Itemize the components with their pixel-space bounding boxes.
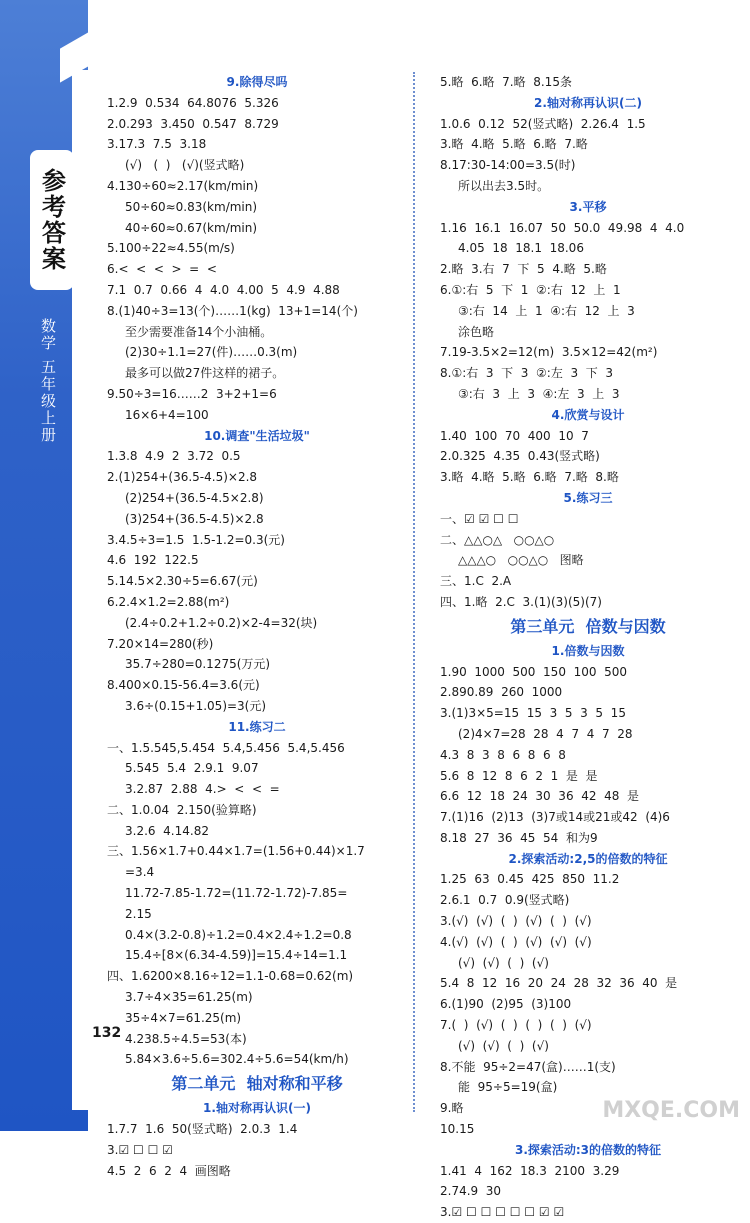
answer-line: 3.(1)3×5=15 15 3 5 3 5 15 (440, 706, 626, 721)
answer-line: 9.略 (440, 1101, 464, 1116)
answer-line: 1.7.7 1.6 50(竖式略) 2.0.3 1.4 (107, 1122, 298, 1137)
answer-line: 4.05 18 18.1 18.06 (458, 241, 584, 256)
answer-line: (2)4×7=28 28 4 7 4 7 28 (458, 726, 633, 741)
subject-label: 数学 五年级上册 (39, 318, 57, 444)
checkbox-answer-line: 3.☑ ☐ ☐ ☑ (107, 1142, 173, 1157)
left-column (107, 72, 407, 1181)
answer-line: 5.84×3.6÷5.6=302.4÷5.6=54(km/h) (125, 1052, 349, 1067)
answer-line: (√) ( ) (√)(竖式略) (125, 158, 245, 173)
answer-line: 3.17.3 7.5 3.18 (107, 137, 207, 152)
answer-line: 6.< < < > = < (107, 262, 217, 277)
section-heading: 3.探索活动:3的倍数的特征 (514, 1142, 662, 1157)
answer-line: 7.20×14=280(秒) (107, 636, 214, 651)
answer-line: (3)254+(36.5-4.5)×2.8 (125, 511, 264, 526)
answer-line: =3.4 (125, 865, 155, 880)
answer-line: 3.6÷(0.15+1.05)=3(元) (125, 698, 267, 713)
answer-line: 15.4÷[8×(6.34-4.59)]=15.4÷14=1.1 (125, 948, 348, 963)
answer-line: 能 95÷5=19(盒) (458, 1080, 558, 1095)
answer-line: (2)30÷1.1=27(件)……0.3(m) (125, 345, 298, 360)
answer-line: 2.6.1 0.7 0.9(竖式略) (440, 893, 570, 908)
answer-line: 2.890.89 260 1000 (440, 685, 563, 700)
answer-line: 8.①:右 3 下 3 ②:左 3 下 3 (440, 366, 613, 381)
answer-line: 7.1 0.7 0.66 4 4.0 4.00 5 4.9 4.88 (107, 282, 340, 297)
answer-line: 8.不能 95÷2=47(盒)……1(支) (440, 1059, 616, 1074)
section-heading: 5.练习三 (563, 490, 613, 505)
answer-line: ③:右 14 上 1 ④:右 12 上 3 (458, 303, 635, 318)
answer-line: (√) (√) ( ) (√) (458, 1038, 549, 1053)
answer-line: 2.略 3.右 7 下 5 4.略 5.略 (440, 262, 607, 277)
answer-line: 至少需要准备14个小油桶。 (125, 324, 273, 339)
answer-line: 7.( ) (√) ( ) ( ) ( ) (√) (440, 1018, 592, 1033)
answer-line: 5.6 8 12 8 6 2 1 是 是 (440, 768, 598, 783)
answer-line: (2.4÷0.2+1.2÷0.2)×2-4=32(块) (125, 615, 318, 630)
answer-line: 5.545 5.4 2.9.1 9.07 (125, 761, 259, 776)
answer-line: 2.0.325 4.35 0.43(竖式略) (440, 449, 600, 464)
answer-line: 最多可以做27件这样的裙子。 (125, 366, 285, 381)
answer-line: 二、△△○△ ○○△○ (440, 532, 555, 547)
answer-line: (√) (√) ( ) (√) (458, 955, 549, 970)
answer-line: 3.2.6 4.14.82 (125, 823, 209, 838)
checkbox-answer-line: 一、☑ ☑ ☐ ☐ (440, 511, 519, 526)
section-heading: 4.欣赏与设计 (551, 407, 625, 422)
answer-line: 5.略 6.略 7.略 8.15条 (440, 75, 572, 89)
section-heading: 9.除得尽吗 (226, 75, 288, 89)
answer-line: (2)254+(36.5-4.5×2.8) (125, 490, 264, 505)
answer-line: 一、1.5.545,5.454 5.4,5.456 5.4,5.456 (107, 740, 345, 755)
tab-title: 参考答案 (37, 168, 66, 272)
answer-line: 三、1.C 2.A (440, 574, 512, 589)
answer-line: 6.6 12 18 24 30 36 42 48 是 (440, 789, 640, 804)
answer-line: △△△○ ○○△○ 图略 (458, 553, 584, 568)
unit-heading: 第三单元 倍数与因数 (510, 616, 666, 636)
answer-line: 35.7÷280=0.1275(万元) (125, 657, 271, 672)
section-heading: 2.轴对称再认识(二) (534, 95, 642, 110)
answer-line: 1.16 16.1 16.07 50 50.0 49.98 4 4.0 (440, 220, 685, 235)
watermark: MXQE.COM (602, 1098, 740, 1123)
answer-line: 6.(1)90 (2)95 (3)100 (440, 997, 572, 1012)
answer-line: 3.7÷4×35=61.25(m) (125, 990, 253, 1005)
answer-line: 1.41 4 162 18.3 2100 3.29 (440, 1163, 620, 1178)
answer-line: 6.①:右 5 下 1 ②:右 12 上 1 (440, 282, 621, 297)
answer-line: 5.100÷22≈4.55(m/s) (107, 241, 235, 256)
answer-line: 8.17:30-14:00=3.5(时) (440, 158, 576, 173)
answer-tab (30, 150, 74, 290)
page-number: 132 (92, 1025, 122, 1041)
answer-line: 4.5 2 6 2 4 画图略 (107, 1163, 231, 1178)
section-heading: 10.调查"生活垃圾" (204, 428, 310, 443)
answer-line: 1.3.8 4.9 2 3.72 0.5 (107, 449, 241, 464)
answer-line: 4.6 192 122.5 (107, 553, 199, 568)
answer-line: 二、1.0.04 2.150(验算略) (107, 802, 257, 817)
answer-line: 所以出去3.5时。 (458, 178, 550, 193)
answer-line: 0.4×(3.2-0.8)÷1.2=0.4×2.4÷1.2=0.8 (125, 927, 352, 942)
answer-line: 6.2.4×1.2=2.88(m²) (107, 594, 230, 609)
answer-line: 16×6+4=100 (125, 407, 209, 422)
answer-line: 3.(√) (√) ( ) (√) ( ) (√) (440, 914, 592, 929)
answer-line: 3.略 4.略 5.略 6.略 7.略 (440, 137, 588, 152)
answer-line: 三、1.56×1.7+0.44×1.7=(1.56+0.44)×1.7 (107, 844, 365, 859)
answer-line: 四、1.略 2.C 3.(1)(3)(5)(7) (440, 594, 602, 609)
section-heading: 2.探索活动:2,5的倍数的特征 (508, 851, 668, 866)
answer-line: 4.(√) (√) ( ) (√) (√) (√) (440, 934, 592, 949)
answer-line: 11.72-7.85-1.72=(11.72-1.72)-7.85= (125, 886, 348, 901)
answer-line: 四、1.6200×8.16÷12=1.1-0.68=0.62(m) (107, 969, 354, 984)
answer-line: 40÷60≈0.67(km/min) (125, 220, 258, 235)
column-divider (413, 72, 415, 1112)
unit-heading: 第二单元 轴对称和平移 (171, 1074, 343, 1094)
section-heading: 3.平移 (569, 199, 607, 214)
answer-line: 2.0.293 3.450 0.547 8.729 (107, 116, 279, 131)
answer-line: 1.90 1000 500 150 100 500 (440, 664, 628, 679)
section-heading: 1.轴对称再认识(一) (203, 1101, 311, 1116)
answer-line: 4.3 8 3 8 6 8 6 8 (440, 747, 566, 762)
answer-line: 5.4 8 12 16 20 24 28 32 36 40 是 (440, 976, 678, 991)
answer-line: 3.略 4.略 5.略 6.略 7.略 8.略 (440, 470, 619, 485)
section-heading: 1.倍数与因数 (551, 643, 625, 658)
answer-line: 7.(1)16 (2)13 (3)7或14或21或42 (4)6 (440, 810, 670, 825)
checkbox-answer-line: 3.☑ ☐ ☐ ☐ ☐ ☐ ☑ ☑ (440, 1205, 565, 1220)
answer-line: 1.2.9 0.534 64.8076 5.326 (107, 95, 279, 110)
band-notch (72, 70, 88, 1110)
answer-line: 4.238.5÷4.5=53(本) (125, 1031, 247, 1046)
answer-line: 1.25 63 0.45 425 850 11.2 (440, 872, 620, 887)
answer-line: 3.2.87 2.88 4.> < < = (125, 782, 280, 797)
answer-line: 2.(1)254+(36.5-4.5)×2.8 (107, 470, 258, 485)
answer-line: 1.40 100 70 400 10 7 (440, 428, 589, 443)
answer-line: 35÷4×7=61.25(m) (125, 1010, 242, 1025)
answer-line: ③:右 3 上 3 ④:左 3 上 3 (458, 386, 620, 401)
answer-line: 4.130÷60≈2.17(km/min) (107, 178, 259, 193)
answer-line: 2.74.9 30 (440, 1184, 502, 1199)
answer-line: 8.400×0.15-56.4=3.6(元) (107, 678, 260, 693)
answer-line: 8.(1)40÷3=13(个)……1(kg) 13+1=14(个) (107, 303, 358, 318)
answer-line: 1.0.6 0.12 52(竖式略) 2.26.4 1.5 (440, 116, 646, 131)
answer-line: 8.18 27 36 45 54 和为9 (440, 830, 598, 845)
answer-line: 7.19-3.5×2=12(m) 3.5×12=42(m²) (440, 345, 658, 360)
answer-line: 5.14.5×2.30÷5=6.67(元) (107, 574, 258, 589)
answer-line: 50÷60≈0.83(km/min) (125, 199, 258, 214)
section-heading: 11.练习二 (228, 719, 286, 734)
answer-line: 3.4.5÷3=1.5 1.5-1.2=0.3(元) (107, 532, 285, 547)
answer-line: 涂色略 (458, 324, 495, 339)
right-column (440, 72, 736, 1223)
answer-line: 9.50÷3=16……2 3+2+1=6 (107, 386, 277, 401)
answer-line: 10.15 (440, 1122, 475, 1137)
answer-line: 2.15 (125, 906, 152, 921)
